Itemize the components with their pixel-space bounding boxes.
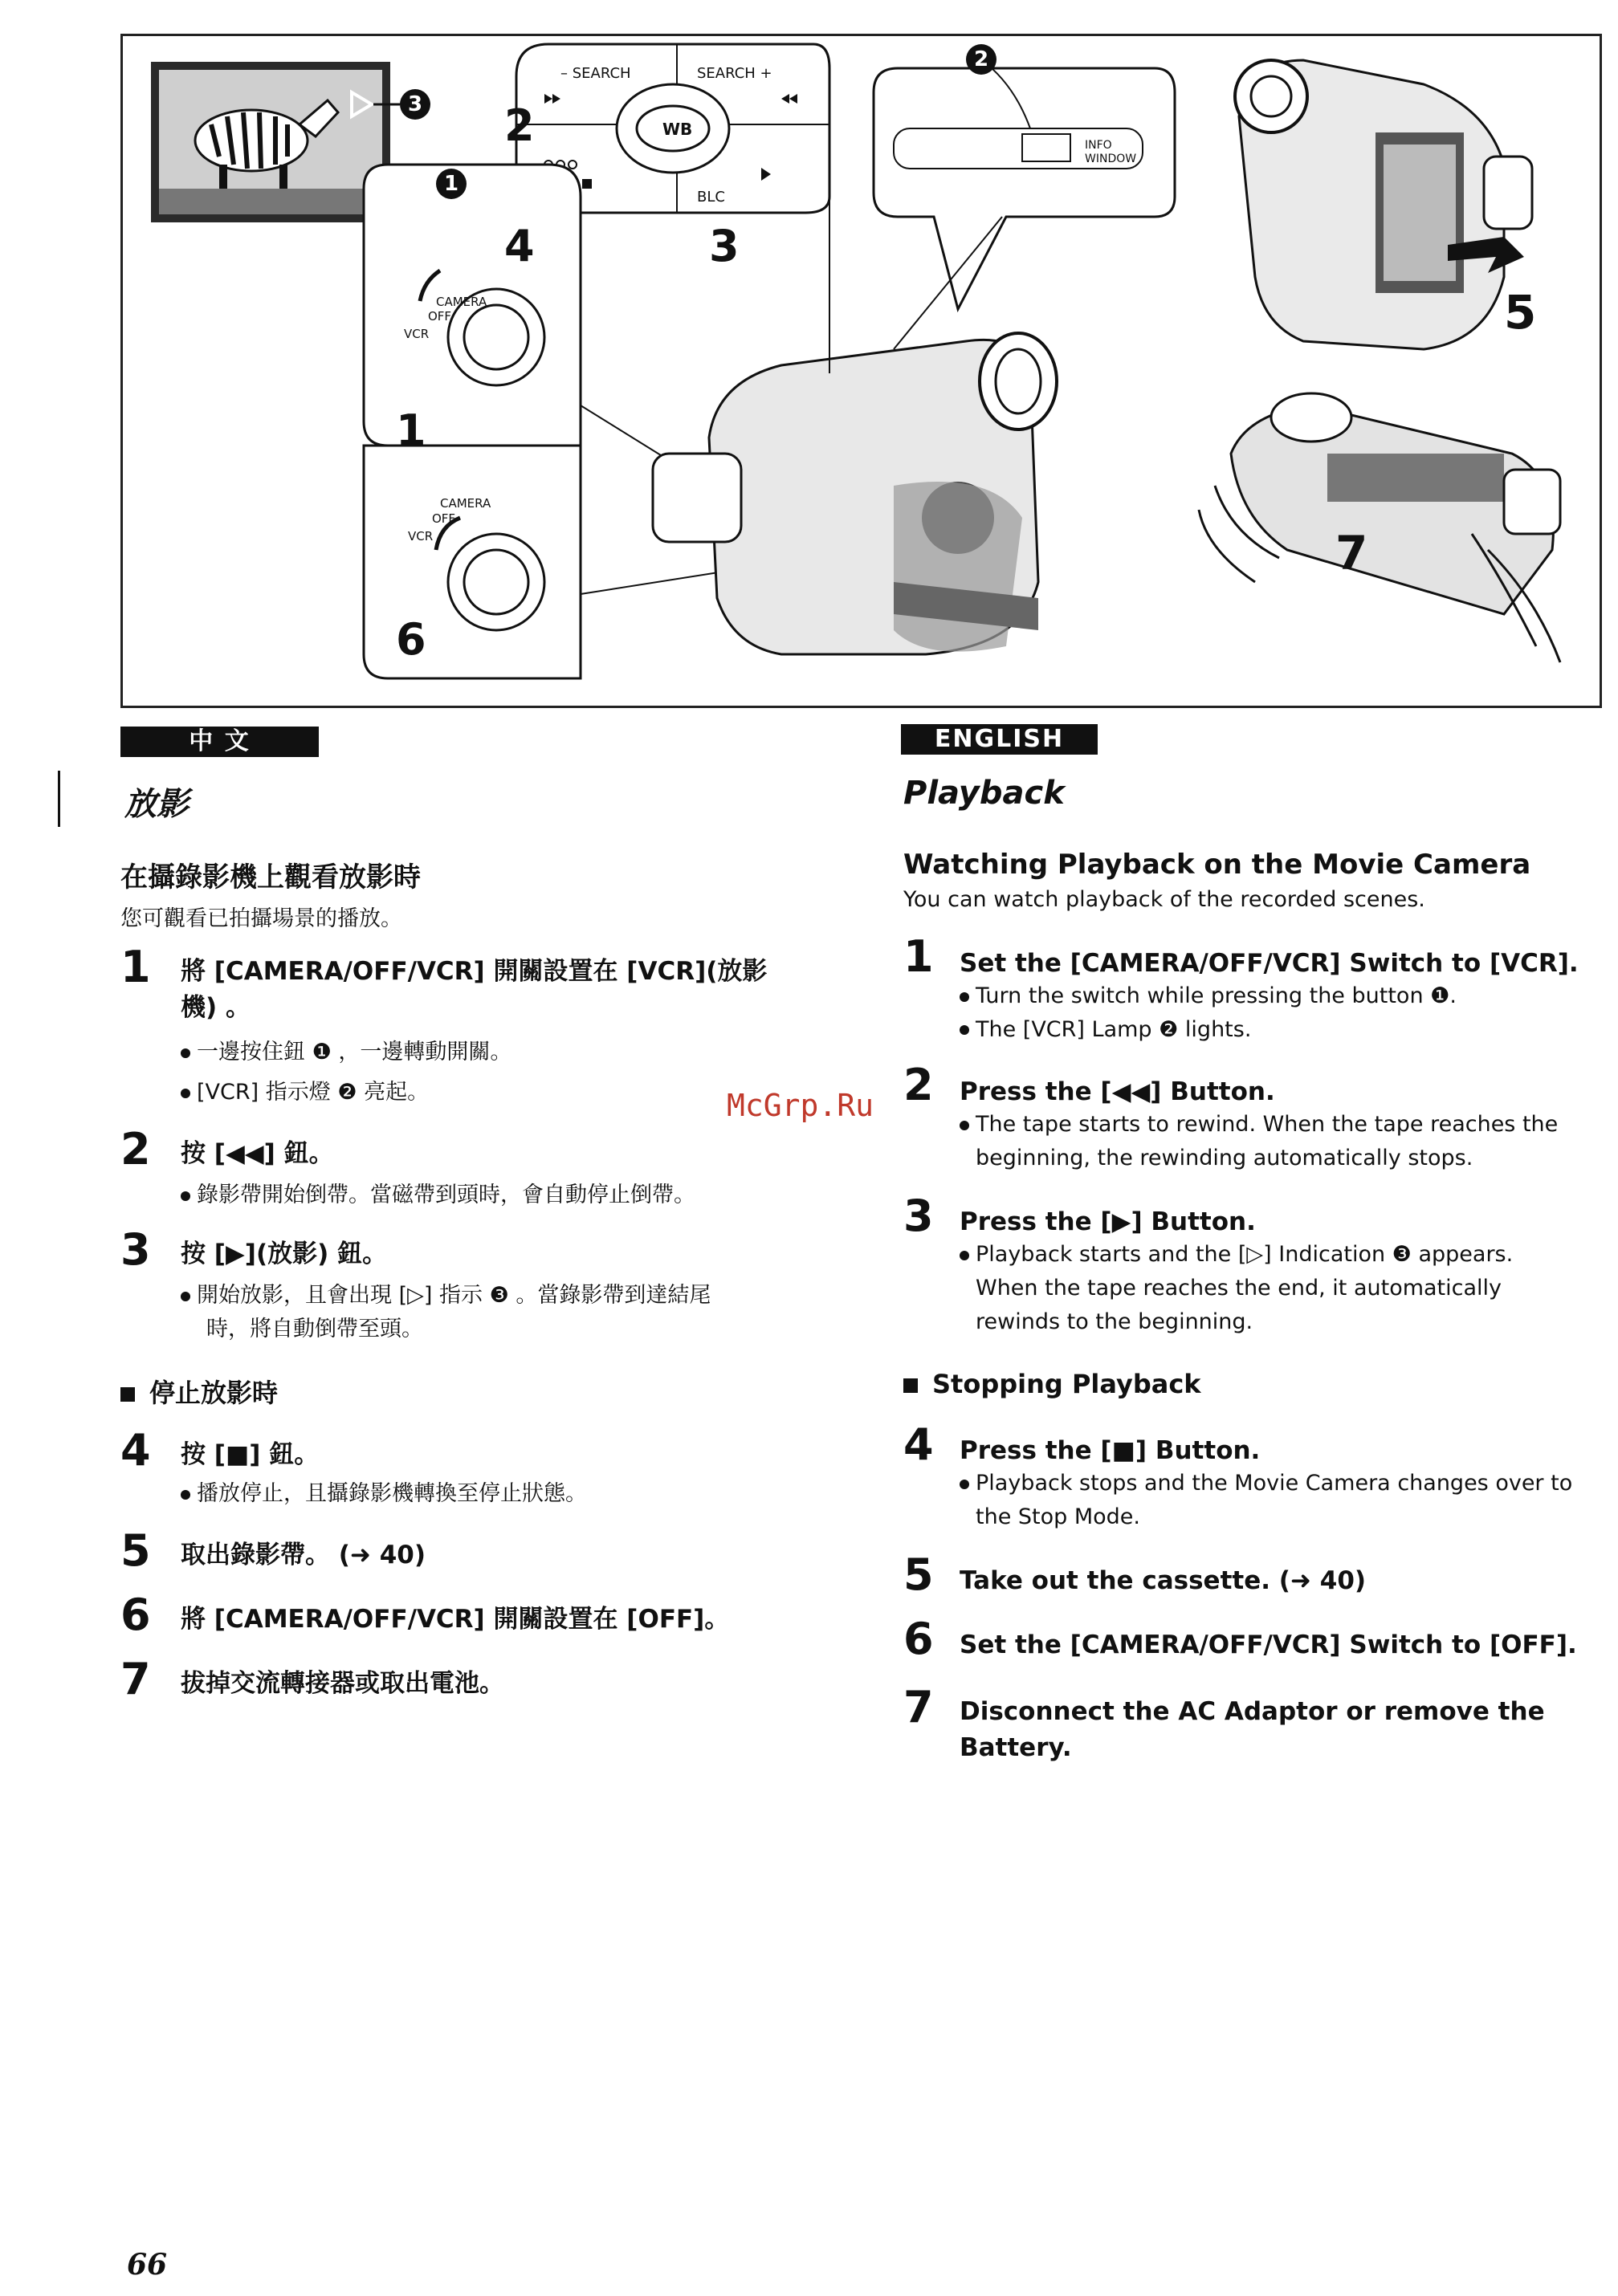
en-step3-num: 3 — [903, 1191, 934, 1241]
callout-3: 3 — [709, 221, 740, 271]
en-step2-num: 2 — [903, 1060, 934, 1110]
watermark: McGrp.Ru — [727, 1088, 874, 1123]
cn-step4-num: 4 — [120, 1425, 151, 1476]
cn-step5-text: 取出錄影帶。 (➜ 40) — [181, 1541, 426, 1569]
circled-3: 3 — [400, 89, 430, 120]
cn-step4-bullet1: 播放停止，且攝錄影機轉換至停止狀態。 — [181, 1477, 587, 1511]
callout-2: 2 — [504, 100, 535, 151]
search-minus-label: – SEARCH — [560, 65, 631, 82]
en-step5-num: 5 — [903, 1549, 934, 1600]
en-step7-num: 7 — [903, 1682, 934, 1732]
callout-4: 4 — [504, 221, 535, 271]
dial1-off-label: OFF — [428, 309, 452, 324]
en-step7-text: Disconnect the AC Adaptor or remove the Battery. — [960, 1697, 1545, 1762]
en-step2-bullets: The tape starts to rewind. When the tape reaches the beginning, the rewinding automatically stops. — [960, 1108, 1558, 1175]
cn-step7-text: 拔掉交流轉接器或取出電池。 — [181, 1669, 504, 1698]
cn-step4-text: 按 [■] 鈕。 — [181, 1440, 320, 1469]
dial6-off-label: OFF — [432, 511, 456, 526]
blc-label: BLC — [697, 189, 725, 206]
wb-label: WB — [662, 120, 693, 139]
chinese-tab: 中 文 — [120, 727, 319, 757]
cn-step3-text: 按 [▶](放影) 鈕。 — [181, 1240, 388, 1268]
cn-step3-bullet1: 開始放影，且會出現 [▷] 指示 ❸ 。當錄影帶到達結尾 時，將自動倒帶至頭。 — [181, 1279, 711, 1346]
cn-step1-bullet1: 一邊按住鈕 ❶ ，一邊轉動開關。 — [181, 1036, 511, 1069]
chinese-title: 放影 — [124, 786, 189, 823]
circled-2: 2 — [966, 44, 996, 75]
cn-step1-text: 將 [CAMERA/OFF/VCR] 開關設置在 [VCR](放影 機) 。 — [181, 957, 768, 1022]
english-title: Playback — [903, 775, 1065, 812]
english-intro: You can watch playback of the recorded scenes. — [903, 887, 1425, 912]
callout-1: 1 — [396, 405, 426, 456]
en-step2-text: Press the [◀◀] Button. — [960, 1077, 1275, 1106]
english-tab: ENGLISH — [901, 724, 1098, 755]
camera-cassette-eject — [1235, 60, 1532, 349]
circled-1: 1 — [436, 169, 467, 199]
en-step1-text: Set the [CAMERA/OFF/VCR] Switch to [VCR]. — [960, 949, 1579, 978]
en-step4-num: 4 — [903, 1419, 934, 1470]
dial1-camera-label: CAMERA — [436, 295, 487, 309]
en-step6-text: Set the [CAMERA/OFF/VCR] Switch to [OFF]. — [960, 1630, 1577, 1659]
english-subtitle: Watching Playback on the Movie Camera — [903, 849, 1531, 881]
en-step1-num: 1 — [903, 931, 934, 982]
stop-button-icon — [582, 179, 592, 189]
info-window-callout — [874, 60, 1175, 309]
en-step4-bullets: Playback stops and the Movie Camera changes over to the Stop Mode. — [960, 1467, 1572, 1534]
cn-step2-num: 2 — [120, 1124, 151, 1174]
en-step4-text: Press the [■] Button. — [960, 1436, 1261, 1465]
cn-step3-num: 3 — [120, 1224, 151, 1275]
en-step6-num: 6 — [903, 1614, 934, 1664]
camera-in-hands — [1199, 393, 1560, 662]
callout-5: 5 — [1504, 285, 1537, 340]
dial6-vcr-label: VCR — [408, 529, 434, 543]
en-step1-bullets: Turn the switch while pressing the button ❶. The [VCR] Lamp ❷ lights. — [960, 979, 1457, 1047]
cn-step5-num: 5 — [120, 1525, 151, 1576]
cn-step6-num: 6 — [120, 1590, 151, 1640]
page-number: 66 — [127, 2248, 168, 2282]
search-plus-label: SEARCH + — [697, 65, 772, 82]
en-step3-bullets: Playback starts and the [▷] Indication ❸ appears. When the tape reaches the end, it automatically rewinds to the beginning. — [960, 1238, 1513, 1339]
cn-step2-text: 按 [◀◀] 鈕。 — [181, 1139, 334, 1168]
callout-6: 6 — [396, 614, 426, 665]
en-stop-heading: Stopping Playback — [903, 1369, 1201, 1399]
cn-step7-num: 7 — [120, 1654, 151, 1704]
camera-illustration — [123, 36, 1600, 706]
dial6-camera-label: CAMERA — [440, 496, 491, 511]
chinese-subtitle: 在攝錄影機上觀看放影時 — [120, 861, 421, 894]
cn-stop-heading: 停止放影時 — [120, 1373, 278, 1410]
cn-step1-num: 1 — [120, 942, 151, 992]
chinese-intro: 您可觀看已拍攝場景的播放。 — [120, 906, 402, 931]
callout-7: 7 — [1335, 526, 1368, 580]
cn-step1-bullet2: [VCR] 指示燈 ❷ 亮起。 — [181, 1076, 429, 1109]
dial1-vcr-label: VCR — [404, 327, 430, 341]
margin-bar — [58, 771, 60, 827]
en-step3-text: Press the [▶] Button. — [960, 1207, 1256, 1236]
illustration-frame — [120, 34, 1602, 708]
info-window-label: INFO WINDOW — [1085, 139, 1137, 165]
cn-step6-text: 將 [CAMERA/OFF/VCR] 開關設置在 [OFF]。 — [181, 1605, 730, 1634]
cn-step2-bullet1: 錄影帶開始倒帶。當磁帶到頭時，會自動停止倒帶。 — [181, 1179, 695, 1212]
en-step5-text: Take out the cassette. (➜ 40) — [960, 1566, 1367, 1595]
